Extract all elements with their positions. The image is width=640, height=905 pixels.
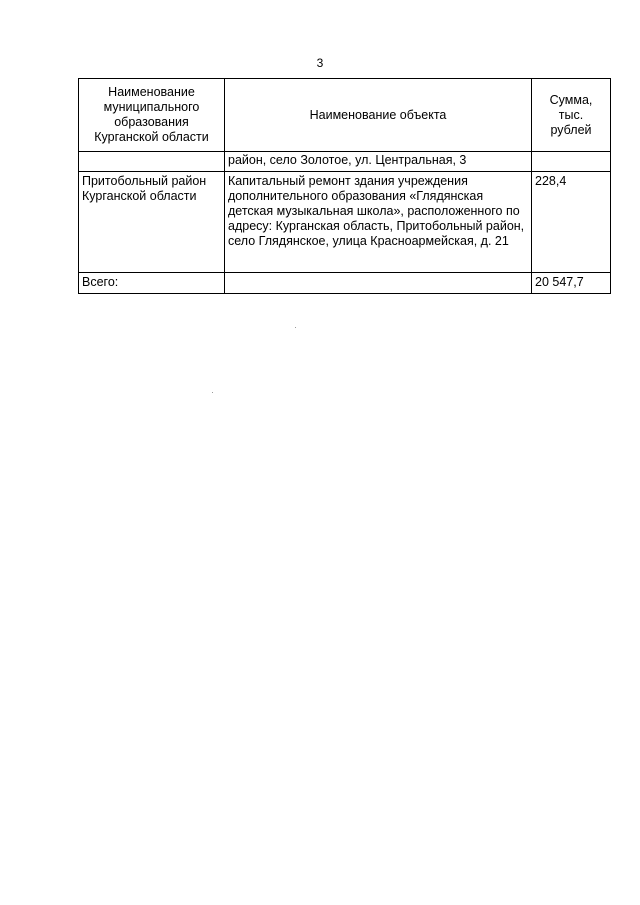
header-municipality-line: образования	[114, 115, 189, 129]
total-amount: 20 547,7	[532, 273, 611, 294]
cell-amount	[532, 152, 611, 172]
header-amount	[532, 79, 611, 152]
total-empty-cell	[225, 273, 532, 294]
cell-municipality	[79, 152, 225, 172]
total-row	[79, 273, 611, 294]
total-label: Всего:	[79, 273, 225, 294]
table-header-row	[79, 79, 611, 152]
cell-amount: 228,4	[532, 172, 611, 273]
scan-speck	[295, 327, 296, 328]
cell-object: район, село Золотое, ул. Центральная, 3	[225, 152, 532, 172]
header-municipality-line: Курганской области	[94, 130, 209, 144]
table-row	[79, 152, 611, 172]
budget-allocation-table	[78, 78, 611, 294]
header-amount-line: рублей	[550, 122, 592, 137]
header-amount-line: тыс.	[558, 107, 584, 122]
table-row	[79, 172, 611, 273]
cell-municipality: Притобольный район Курганской области	[79, 172, 225, 273]
header-object: Наименование объекта	[225, 79, 532, 152]
header-amount-line: Сумма,	[549, 92, 593, 107]
cell-object: Капитальный ремонт здания учреждения дополнительного образования «Глядянская детская музыкальная школа», расположенного по адресу: Курганская область, Притобольный район, село Глядянское, улица Красноармейская, д. 21	[225, 172, 532, 273]
header-municipality-line: Наименование	[108, 85, 195, 99]
page-number: 3	[316, 56, 324, 70]
header-municipality	[79, 79, 225, 152]
header-municipality-line: муниципального	[103, 100, 200, 114]
scan-speck	[212, 392, 213, 393]
